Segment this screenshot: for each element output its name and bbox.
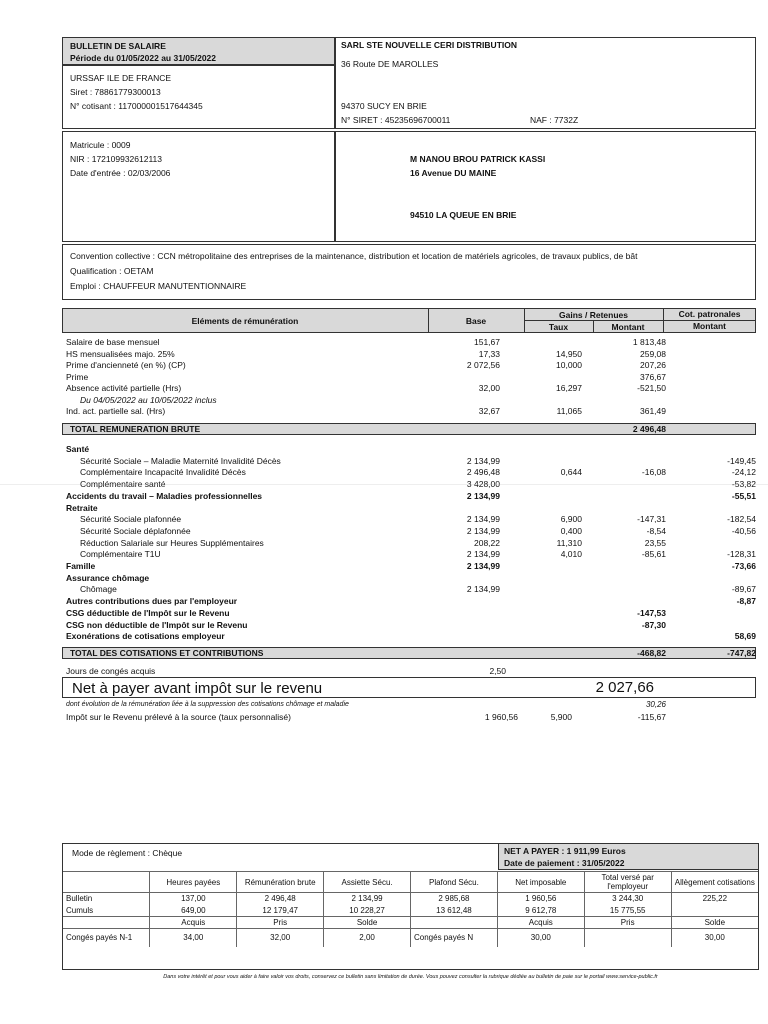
table-row [0,372,768,383]
conges-value: 2,50 [489,666,506,676]
row-base: 32,00 [478,383,500,393]
row-base: 208,22 [474,537,500,548]
row-label: Du 04/05/2022 au 10/05/2022 inclus [80,394,217,405]
col-brut: Rémunération brute [237,872,324,893]
row-taux: 10,000 [556,360,582,370]
net-payer: NET A PAYER : 1 911,99 Euros [504,846,626,856]
payment-date: Date de paiement : 31/05/2022 [504,858,625,868]
col-net-imposable: Net imposable [497,872,584,893]
row-montant: 376,67 [640,371,666,382]
row-montant: -85,61 [641,549,666,560]
row-base: 3 428,00 [466,479,500,490]
employee-address-box [335,131,756,242]
company-name: SARL STE NOUVELLE CERI DISTRIBUTION [341,40,517,50]
row-label: Ind. act. partielle sal. (Hrs) [66,406,166,416]
row-patronal: -149,45 [727,455,756,466]
table-row [0,608,768,619]
summary-head-row [63,872,758,893]
row-label: Salaire de base mensuel [66,337,160,347]
row-label: Prime [66,371,89,382]
col-assiette: Assiette Sécu. [324,872,411,893]
col-heures: Heures payées [150,872,237,893]
cp-head-row: Acquis Pris Solde Acquis Pris Solde [63,917,758,929]
evolution-value: 30,26 [645,700,666,709]
row-patronal: -53,82 [731,479,756,490]
row-montant: -87,30 [641,619,666,630]
qualification: Qualification : OETAM [70,266,154,276]
doc-title: BULLETIN DE SALAIRE [70,41,166,51]
row-base: 2 496,48 [466,467,500,478]
row-montant: 259,08 [640,348,666,359]
row-base: 2 134,99 [466,561,500,571]
header-gains: Gains / Retenues [559,310,628,320]
header-taux: Taux [548,322,569,332]
net-avant-label: Net à payer avant impôt sur le revenu [72,680,323,697]
row-label: CSG déductible de l'Impôt sur le Revenu [66,607,230,618]
table-row [0,444,768,455]
total-cot-label: TOTAL DES COTISATIONS ET CONTRIBUTIONS [70,648,264,658]
row-label: Complémentaire T1U [80,549,161,560]
cumuls-row: Cumuls 649,00 12 179,47 10 228,27 13 612,48 9 612,78 15 775,55 [63,905,758,917]
row-base: 2 134,99 [466,549,500,560]
row-patronal: 58,69 [734,631,756,642]
header-cot-patronales: Cot. patronales [678,309,741,319]
col-total-employeur: Total versé par l'employeur [584,872,671,893]
row-taux: 14,950 [556,348,582,359]
row-label: Chômage [80,584,117,595]
row-montant: 361,49 [640,406,666,416]
table-row [0,549,768,560]
table-row [0,360,768,371]
row-label: Exonérations de cotisations employeur [66,631,225,642]
impot-label: Impôt sur le Revenu prélevé à la source (taux personnalisé) [66,712,291,722]
row-label: Complémentaire santé [80,479,166,490]
entry-date: Date d'entrée : 02/03/2006 [70,168,171,178]
row-label: Prime d'ancienneté (en %) (CP) [66,360,186,370]
row-patronal: -40,56 [731,525,756,536]
company-naf: NAF : 7732Z [530,115,579,125]
row-label: Santé [66,444,90,454]
col-plafond: Plafond Sécu. [411,872,498,893]
row-base: 2 134,99 [466,490,500,501]
table-row [0,337,768,348]
row-taux: 16,297 [556,383,582,393]
table-row [0,456,768,467]
col-allegement: Allègement cotisations [671,872,758,893]
impot-taux: 5,900 [550,712,572,722]
row-label: Retraite [66,502,98,513]
row-label: Absence activité partielle (Hrs) [66,383,182,393]
row-patronal: -55,51 [731,490,756,501]
header-base: Base [465,316,487,326]
row-label: HS mensualisées majo. 25% [66,348,175,359]
table-row [0,538,768,549]
row-label: Accidents du travail – Maladies professionnelles [66,490,263,501]
row-montant: -16,08 [641,467,666,478]
conges-label: Jours de congés acquis [66,666,156,676]
emploi: Emploi : CHAUFFEUR MANUTENTIONNAIRE [70,281,247,291]
row-patronal: -24,12 [731,467,756,478]
convention-collective: Convention collective : CCN métropolitaine des entreprises de la maintenance, distribution et location de matériels agricoles, de travaux publics, de bât [70,251,638,261]
table-row [0,561,768,572]
row-patronal: -89,67 [731,584,756,595]
cp-row: Congés payés N-1 34,00 32,00 2,00 Congés payés N 30,00 30,00 [63,929,758,947]
row-taux: 11,310 [556,537,582,548]
row-label: Sécurité Sociale déplafonnée [80,525,191,536]
legal-notice: Dans votre intérêt et pour vous aider à faire valoir vos droits, conservez ce bulletin sans limitation de durée. Vous pouvez consulter la rubrique dédiée au bulletin de paie sur le portail www.service-public.fr [163,974,658,980]
summary-table [63,871,758,947]
row-label: Sécurité Sociale – Maladie Maternité Invalidité Décès [80,455,281,466]
employee-city: 94510 LA QUEUE EN BRIE [410,210,517,220]
row-label: Réduction Salariale sur Heures Supplémentaires [80,537,264,548]
employee-name: M NANOU BROU PATRICK KASSI [410,154,546,164]
row-label: Autres contributions dues par l'employeur [66,596,238,607]
row-label: Assurance chômage [66,572,150,583]
table-row [0,526,768,537]
row-montant: 207,26 [640,360,666,370]
row-taux: 0,400 [560,525,582,536]
table-row [0,631,768,642]
header-elements: Eléments de rémunération [191,316,299,326]
row-montant: 1 813,48 [632,337,666,347]
row-base: 2 072,56 [466,360,500,370]
table-row [0,503,768,514]
total-brut-label: TOTAL REMUNERATION BRUTE [70,424,201,434]
table-row [0,573,768,584]
row-montant: -521,50 [637,383,666,393]
table-row [0,467,768,478]
row-label: Complémentaire Incapacité Invalidité Décès [80,467,246,478]
impot-montant: -115,67 [637,712,666,722]
urssaf-siret: Siret : 78861779300013 [70,87,161,97]
impot-base: 1 960,56 [484,712,518,722]
table-row [0,596,768,607]
total-brut-value: 2 496,48 [632,424,666,434]
row-base: 2 134,99 [466,455,500,466]
row-base: 2 134,99 [466,584,500,595]
table-row [0,491,768,502]
row-label: Famille [66,561,96,571]
header-cot-montant: Montant [692,321,727,331]
row-patronal: -73,66 [731,561,756,571]
header-montant: Montant [611,322,645,332]
evolution-label: dont évolution de la rémunération liée à la suppression des cotisations chômage et maladie [66,701,349,708]
matricule: Matricule : 0009 [70,140,131,150]
urssaf-cotisant: N° cotisant : 117000001517644345 [70,101,203,111]
row-base: 2 134,99 [466,514,500,525]
table-row [0,383,768,394]
row-patronal: -182,54 [727,514,756,525]
table-row [0,514,768,525]
urssaf-name: URSSAF ILE DE FRANCE [70,73,172,83]
row-montant: -147,31 [637,514,666,525]
table-row [0,406,768,417]
bulletin-row: Bulletin 137,00 2 496,48 2 134,99 2 985,68 1 960,56 3 244,30 225,22 [63,893,758,905]
total-cot-patronal: -747,82 [727,648,756,658]
row-base: 32,67 [478,406,500,416]
table-row [0,349,768,360]
row-patronal: -128,31 [727,549,756,560]
row-taux: 11,065 [556,406,582,416]
net-avant-value: 2 027,66 [595,679,654,696]
row-taux: 0,644 [560,467,582,478]
employee-address: 16 Avenue DU MAINE [410,168,497,178]
pay-period: Période du 01/05/2022 au 31/05/2022 [70,53,217,63]
row-base: 151,67 [474,337,500,347]
row-base: 2 134,99 [466,525,500,536]
nir: NIR : 172109932612113 [70,154,163,164]
row-label: Sécurité Sociale plafonnée [80,514,182,525]
row-taux: 4,010 [560,549,582,560]
row-label: CSG non déductible de l'Impôt sur le Revenu [66,619,248,630]
total-cot-montant: -468,82 [637,648,666,658]
table-row [0,395,768,406]
row-montant: -8,54 [646,525,666,536]
row-patronal: -8,87 [736,596,756,607]
table-row [0,620,768,631]
row-taux: 6,900 [560,514,582,525]
row-base: 17,33 [478,348,500,359]
company-city: 94370 SUCY EN BRIE [341,101,427,111]
table-row [0,584,768,595]
company-siret: N° SIRET : 45235696700011 [341,115,451,125]
payment-mode: Mode de règlement : Chèque [72,848,183,858]
row-montant: -147,53 [637,607,666,618]
company-address: 36 Route DE MAROLLES [341,59,439,69]
row-montant: 23,55 [644,537,666,548]
